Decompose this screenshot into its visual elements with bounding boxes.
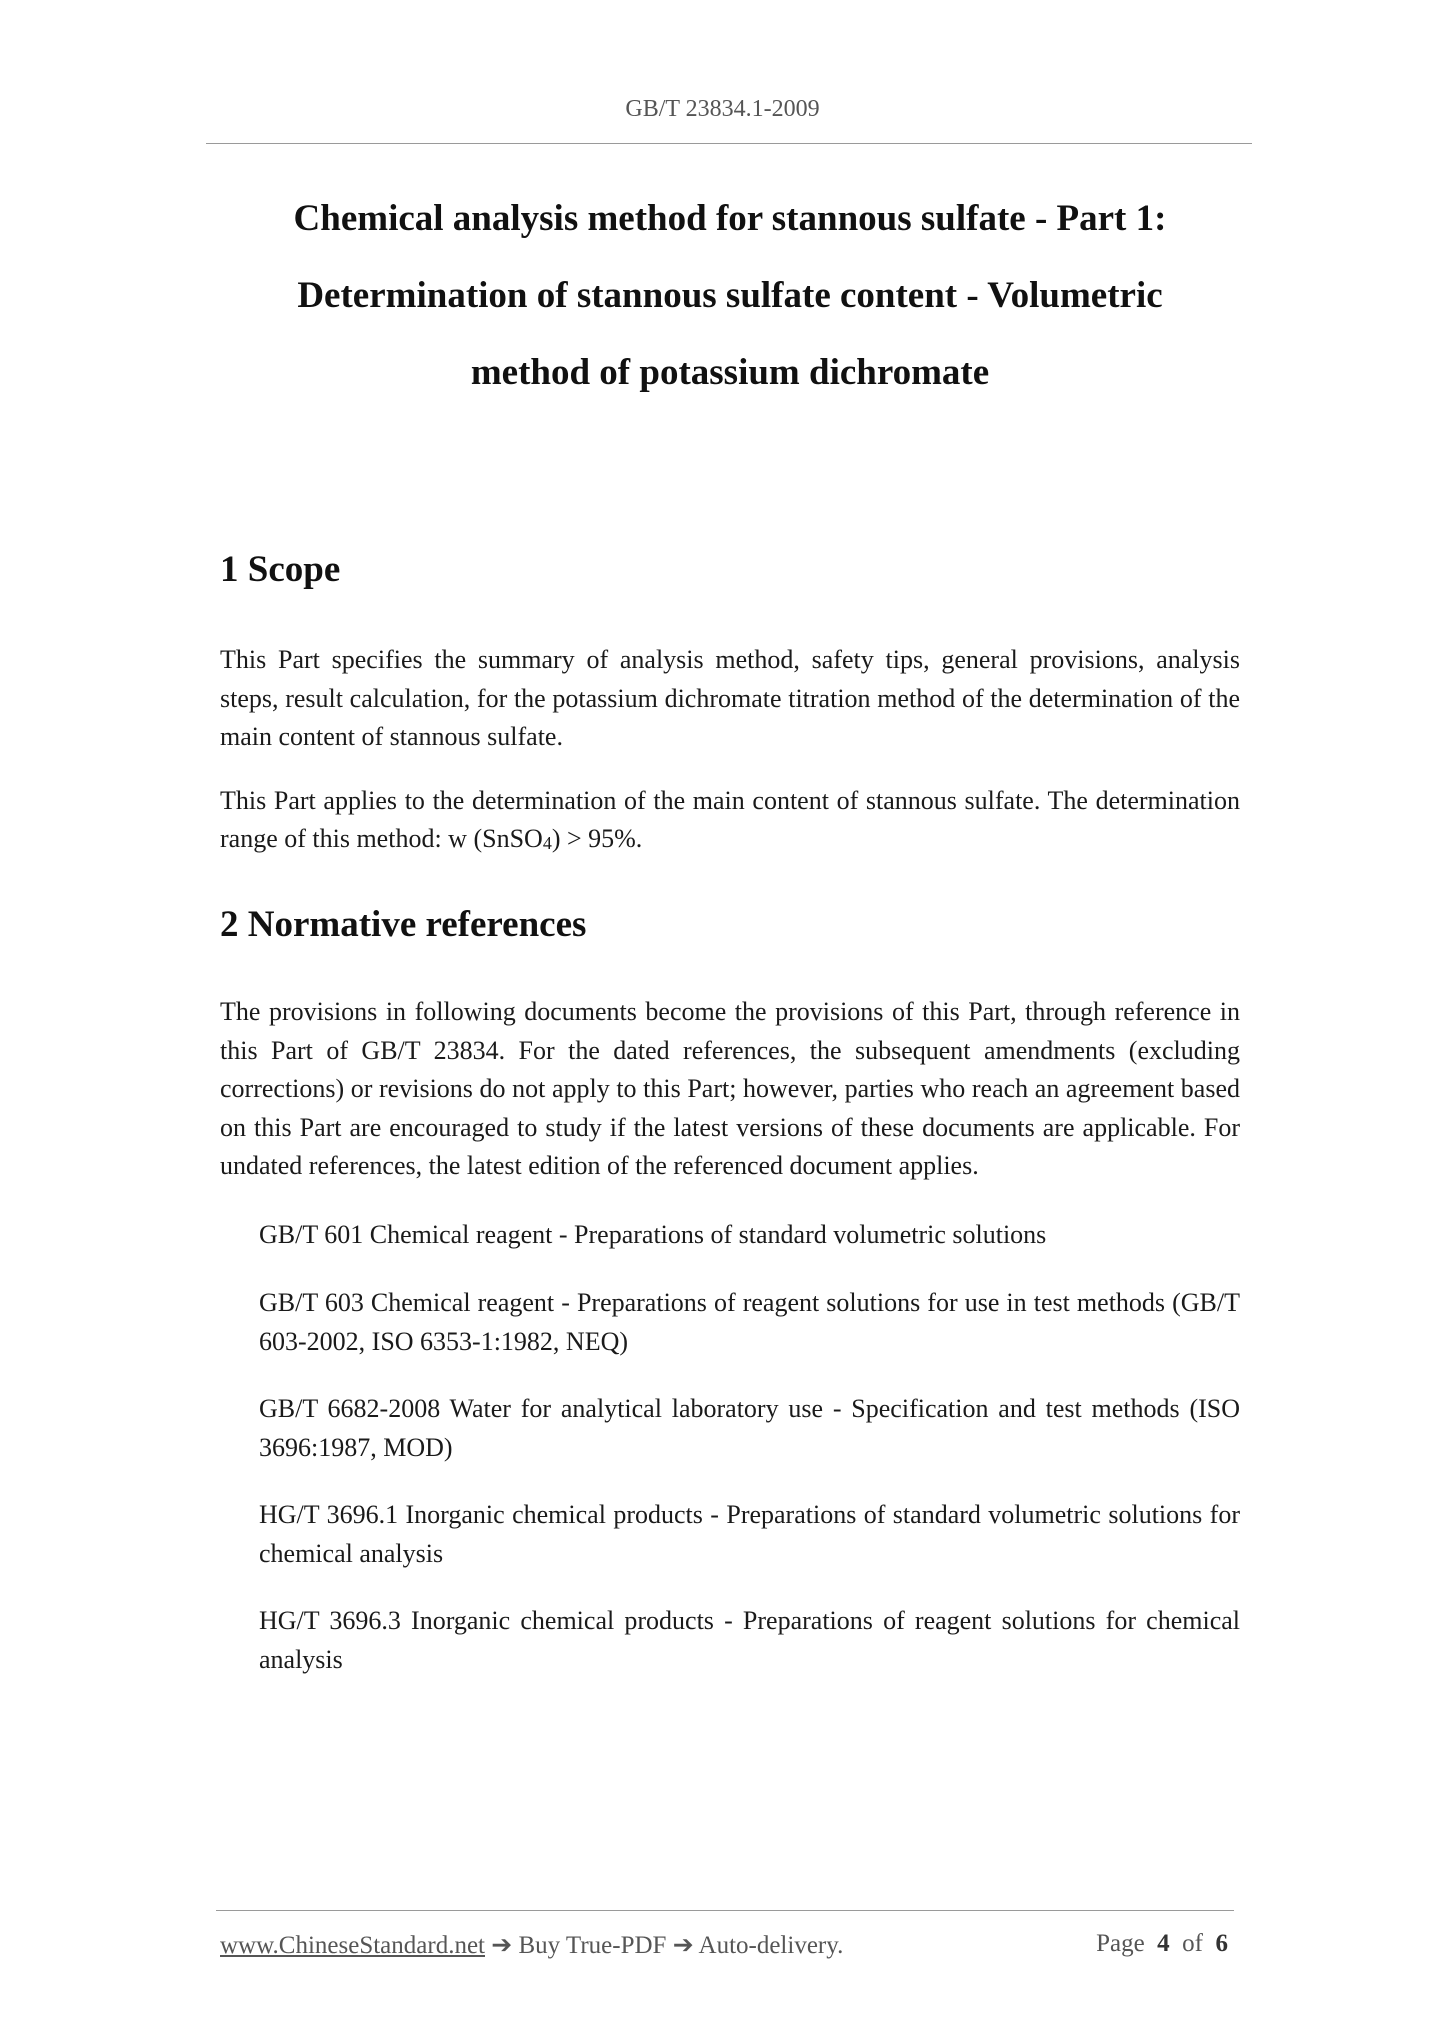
sulfate-subscript: 4: [542, 833, 552, 854]
title-line-1: Chemical analysis method for stannous sulfate - Part 1:: [293, 198, 1167, 239]
scope-paragraph-1: This Part specifies the summary of analysis method, safety tips, general provisions, analysis steps, result calculation, for the potassium dichromate titration method of the determination of the main content of stannous sulfate.: [220, 645, 1240, 752]
arrow-right-icon: ➔: [672, 1932, 694, 1959]
title-line-2: Determination of stannous sulfate content - Volumetric: [297, 275, 1163, 316]
website-link[interactable]: www.ChineseStandard.net: [220, 1932, 485, 1959]
normative-intro-paragraph: The provisions in following documents become the provisions of this Part, through reference in this Part of GB/T 23834. For the dated references, the subsequent amendments (excluding corrections) or revisions do not apply to this Part; however, parties who reach an agreement based on this Part are encouraged to study if the latest versions of these documents are applicable. For undated references, the latest edition of the referenced document applies.: [220, 997, 1240, 1181]
reference-item: HG/T 3696.1 Inorganic chemical products - Preparations of standard volumetric solutions for chemical analysis: [259, 1500, 1240, 1568]
page-number: [1096, 1930, 1228, 1958]
scope-paragraph-2-text-b: ) > 95%.: [551, 824, 643, 854]
of-label: of: [1182, 1930, 1203, 1957]
auto-delivery-text: Auto-delivery.: [698, 1932, 844, 1959]
title-line-3: method of potassium dichromate: [470, 352, 990, 393]
section-1-heading: 1 Scope: [220, 549, 341, 590]
scope-paragraph-2-text-a: This Part applies to the determination of the main content of stannous sulfate. The determination range of this method: w (SnSO: [220, 785, 1240, 854]
document-title: [220, 180, 1240, 411]
header-doc-id: GB/T 23834.1-2009: [625, 96, 820, 122]
scope-paragraph-2: [220, 782, 1240, 863]
buy-true-pdf-text: Buy True-PDF: [518, 1932, 667, 1959]
arrow-right-icon: ➔: [491, 1932, 513, 1959]
page-current: 4: [1157, 1930, 1170, 1957]
footer-promo: [220, 1930, 843, 1960]
footer-divider: [216, 1910, 1234, 1911]
reference-item: GB/T 6682-2008 Water for analytical laboratory use - Specification and test methods (ISO 3696:1987, MOD): [259, 1394, 1240, 1462]
section-2-heading: 2 Normative references: [220, 903, 587, 945]
reference-item: GB/T 603 Chemical reagent - Preparations of reagent solutions for use in test methods (GB/T 603-2002, ISO 6353-1:1982, NEQ): [259, 1288, 1240, 1356]
header-divider: [206, 143, 1252, 144]
reference-item: HG/T 3696.3 Inorganic chemical products - Preparations of reagent solutions for chemical analysis: [259, 1606, 1240, 1674]
reference-item: GB/T 601 Chemical reagent - Preparations of standard volumetric solutions: [259, 1219, 1047, 1249]
page-label: Page: [1096, 1930, 1145, 1957]
document-body: [220, 548, 1240, 1679]
page-total: 6: [1215, 1930, 1228, 1957]
